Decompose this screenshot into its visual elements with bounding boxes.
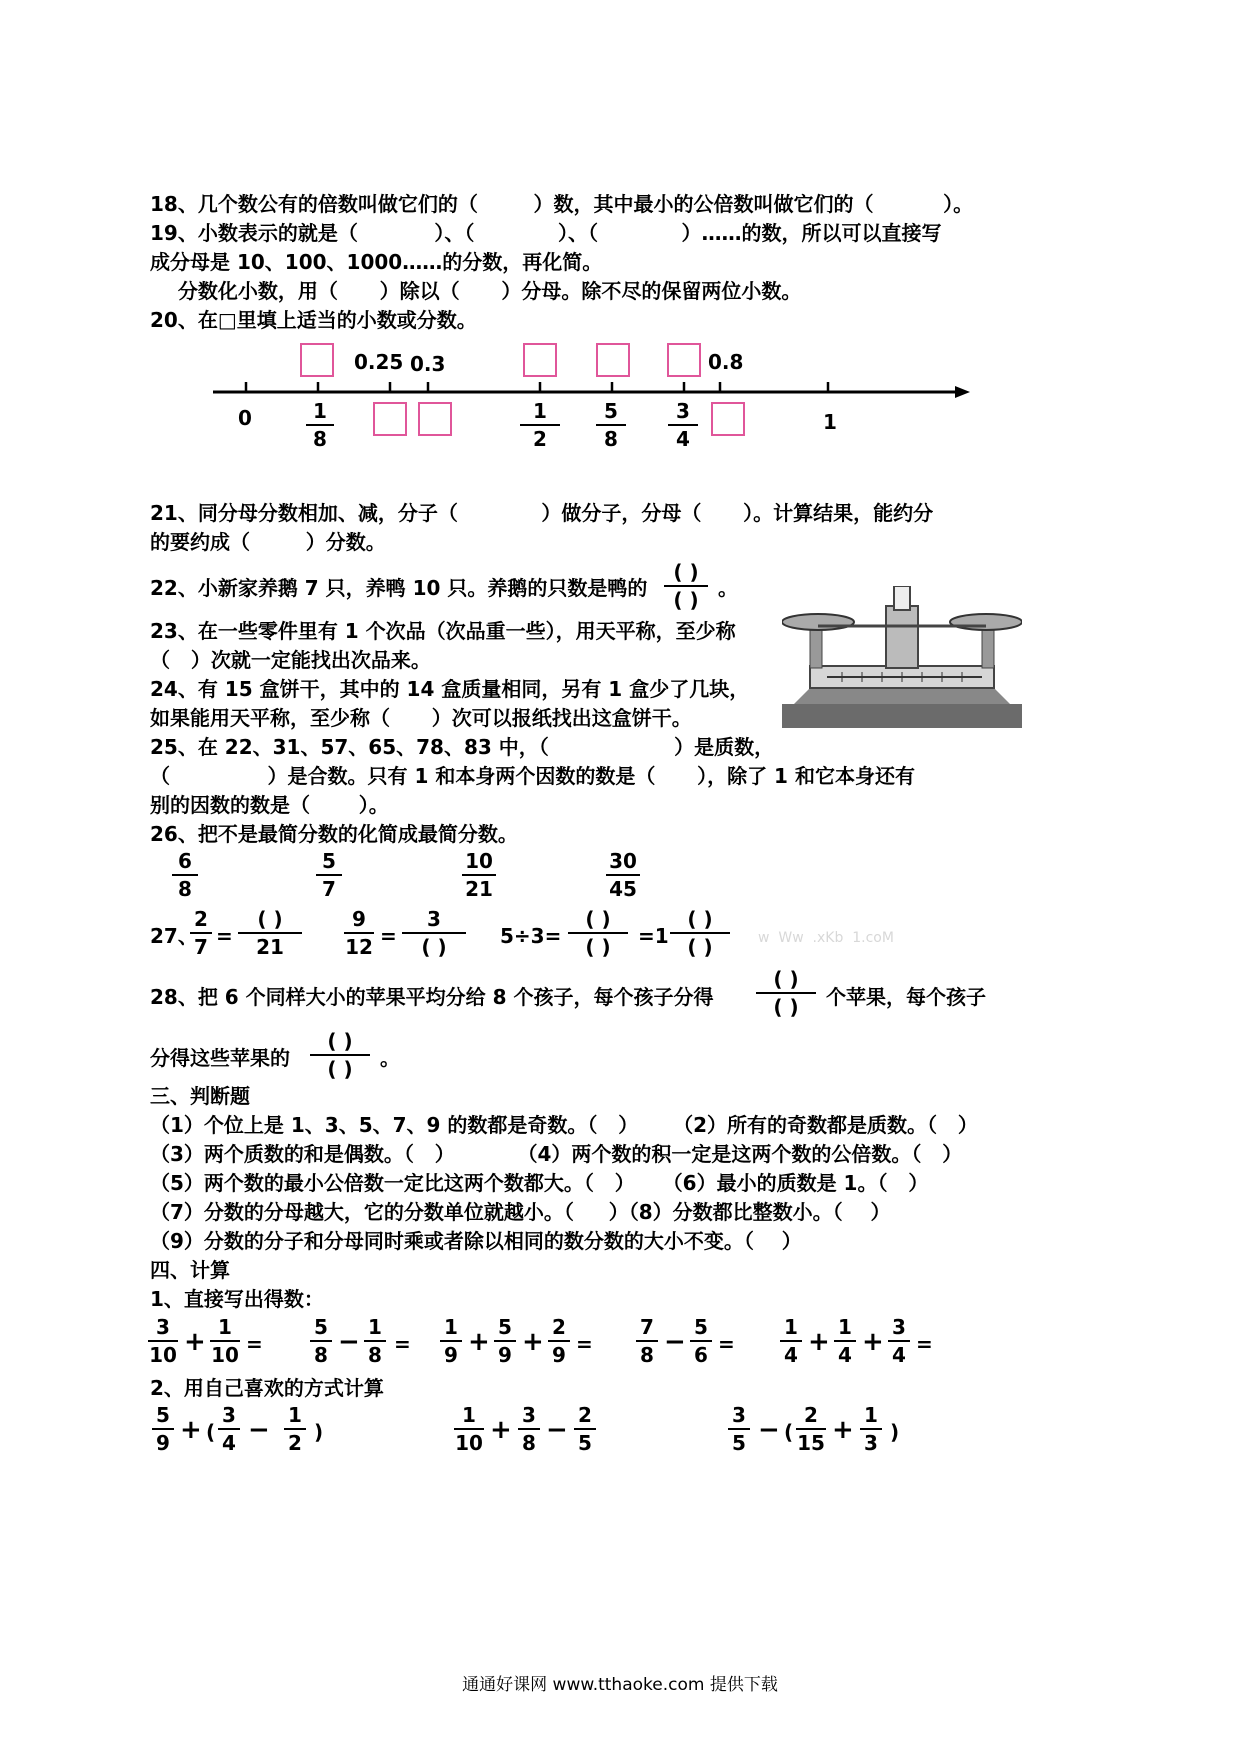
answer-box[interactable] xyxy=(523,343,557,377)
section-4-title: 四、计算 xyxy=(150,1258,230,1282)
equals-sign: = xyxy=(246,1332,263,1356)
question-25-line3: 别的因数的数是（ ）。 xyxy=(150,793,389,817)
equals-sign: = xyxy=(916,1332,933,1356)
judge-item: （3）两个质数的和是偶数。（ ） （4）两个数的积一定是这两个数的公倍数。（ ） xyxy=(150,1142,963,1166)
calc-1-title: 1、直接写出得数： xyxy=(150,1287,324,1311)
fraction: 2 15 xyxy=(797,1403,825,1455)
blank-fraction: ( ) ( ) xyxy=(670,908,730,958)
judge-item: （7）分数的分母越大，它的分数单位就越小。（ ）（8）分数都比整数小。（ ） xyxy=(150,1200,891,1224)
equals-sign: = xyxy=(718,1332,735,1356)
fraction: 3 10 xyxy=(149,1315,177,1367)
period: 。 xyxy=(380,1046,400,1070)
left-paren: ( xyxy=(206,1420,216,1444)
label-zero: 0 xyxy=(238,406,252,430)
blank-fraction: ( ) ( ) xyxy=(664,561,708,611)
minus-sign: − xyxy=(248,1415,270,1445)
right-paren: ) xyxy=(314,1420,324,1444)
fraction: 5 9 xyxy=(494,1316,516,1366)
answer-box[interactable] xyxy=(711,402,745,436)
question-19-line3: 分数化小数，用（ ）除以（ ）分母。除不尽的保留两位小数。 xyxy=(150,279,802,303)
calc-2-title: 2、用自己喜欢的方式计算 xyxy=(150,1376,384,1400)
judge-item: （1）个位上是 1、3、5、7、9 的数都是奇数。（ ） （2）所有的奇数都是质数。（ ） xyxy=(150,1113,978,1137)
fraction: 1 9 xyxy=(440,1316,462,1366)
minus-sign: − xyxy=(758,1415,780,1445)
plus-sign: + xyxy=(862,1327,884,1357)
blank-fraction: ( ) ( ) xyxy=(568,908,628,958)
plus-sign: + xyxy=(808,1327,830,1357)
question-27-prefix: 27、 xyxy=(150,924,198,948)
minus-sign: − xyxy=(546,1415,568,1445)
question-21-line1: 21、同分母分数相加、减，分子（ ）做分子，分母（ ）。计算结果，能约分 xyxy=(150,501,934,525)
fraction: 1 10 xyxy=(211,1315,239,1367)
answer-box[interactable] xyxy=(300,343,334,377)
footer-source: 通通好课网 www.tthaoke.com 提供下载 xyxy=(462,1675,778,1695)
fraction-3-4: 3 4 xyxy=(668,400,698,450)
question-24-line1: 24、有 15 盒饼干，其中的 14 盒质量相同，另有 1 盒少了几块， xyxy=(150,677,750,701)
label-0-25: 0.25 xyxy=(354,350,404,374)
plus-sign: + xyxy=(490,1415,512,1445)
label-0-8: 0.8 xyxy=(708,350,744,374)
fraction-5-7: 5 7 xyxy=(316,850,342,900)
question-28-line1: 28、把 6 个同样大小的苹果平均分给 8 个孩子，每个孩子分得 xyxy=(150,985,714,1009)
fraction: 1 4 xyxy=(834,1316,856,1366)
judge-item: （5）两个数的最小公倍数一定比这两个数都大。（ ） （6）最小的质数是 1。（ ） xyxy=(150,1171,929,1195)
fraction: 5 6 xyxy=(690,1316,712,1366)
fraction: 1 8 xyxy=(364,1316,386,1366)
watermark: w Ww .xKb 1.coM xyxy=(758,930,894,946)
question-22: 22、小新家养鹅 7 只，养鸭 10 只。养鹅的只数是鸭的 xyxy=(150,576,648,600)
fraction: 3 5 xyxy=(728,1404,750,1454)
plus-sign: + xyxy=(522,1327,544,1357)
fraction: 1 10 xyxy=(455,1403,483,1455)
fraction: 2 9 xyxy=(548,1316,570,1366)
question-25-line1: 25、在 22、31、57、65、78、83 中，（ ）是质数， xyxy=(150,735,775,759)
answer-box[interactable] xyxy=(418,402,452,436)
question-26: 26、把不是最简分数的化简成最简分数。 xyxy=(150,822,518,846)
equals-sign: = xyxy=(216,924,233,948)
fraction-10-21: 10 21 xyxy=(462,850,496,900)
plus-sign: + xyxy=(832,1415,854,1445)
plus-sign: + xyxy=(180,1415,202,1445)
label-0-3: 0.3 xyxy=(410,352,446,376)
minus-sign: − xyxy=(664,1327,686,1357)
question-24-line2: 如果能用天平称，至少称（ ）次可以报纸找出这盒饼干。 xyxy=(150,706,692,730)
question-18: 18、几个数公有的倍数叫做它们的（ ）数，其中最小的公倍数叫做它们的（ ）。 xyxy=(150,192,974,216)
right-paren: ) xyxy=(890,1420,900,1444)
question-19-line1: 19、小数表示的就是（ ）、（ ）、（ ）……的数，所以可以直接写 xyxy=(150,221,942,245)
blank-fraction: ( ) ( ) xyxy=(310,1030,370,1080)
judge-item: （9）分数的分子和分母同时乘或者除以相同的数分数的大小不变。（ ） xyxy=(150,1229,802,1253)
fraction: 3 4 xyxy=(218,1404,240,1454)
division-expression: 5÷3= xyxy=(500,924,562,948)
fraction-blank-21: ( ) 21 xyxy=(238,908,302,958)
equals-one: =1 xyxy=(638,924,669,948)
section-3-title: 三、判断题 xyxy=(150,1084,250,1108)
fraction-30-45: 30 45 xyxy=(606,850,640,900)
question-23-line2: （ ）次就一定能找出次品来。 xyxy=(150,648,431,672)
question-21-line2: 的要约成（ ）分数。 xyxy=(150,530,386,554)
question-28-line1-end: 个苹果，每个孩子 xyxy=(826,985,986,1009)
balance-scale-image xyxy=(782,586,1022,731)
answer-box[interactable] xyxy=(596,343,630,377)
fraction: 3 4 xyxy=(888,1316,910,1366)
fraction: 5 8 xyxy=(310,1316,332,1366)
question-28-line2: 分得这些苹果的 xyxy=(150,1046,290,1070)
plus-sign: + xyxy=(468,1327,490,1357)
plus-sign: + xyxy=(184,1327,206,1357)
period: 。 xyxy=(718,576,738,600)
fraction: 1 3 xyxy=(860,1404,882,1454)
fraction-3-blank: 3 ( ) xyxy=(402,908,466,958)
fraction-9-12: 9 12 xyxy=(345,907,373,959)
question-23-line1: 23、在一些零件里有 1 个次品（次品重一些），用天平称，至少称 xyxy=(150,619,736,643)
fraction-6-8: 6 8 xyxy=(172,850,198,900)
minus-sign: − xyxy=(338,1327,360,1357)
question-25-line2: （ ）是合数。只有 1 和本身两个因数的数是（ ），除了 1 和它本身还有 xyxy=(150,764,915,788)
answer-box[interactable] xyxy=(667,343,701,377)
fraction-5-8: 5 8 xyxy=(596,400,626,450)
fraction: 1 4 xyxy=(780,1316,802,1366)
fraction-1-2: 1 2 xyxy=(520,400,560,450)
fraction-2-7: 2 7 xyxy=(190,908,212,958)
label-one: 1 xyxy=(823,410,837,434)
blank-fraction: ( ) ( ) xyxy=(756,968,816,1018)
fraction: 2 5 xyxy=(574,1404,596,1454)
question-19-line2: 成分母是 10、100、1000……的分数，再化简。 xyxy=(150,250,603,274)
equals-sign: = xyxy=(576,1332,593,1356)
left-paren: ( xyxy=(784,1420,794,1444)
question-20: 20、在□里填上适当的小数或分数。 xyxy=(150,308,477,332)
equals-sign: = xyxy=(394,1332,411,1356)
answer-box[interactable] xyxy=(373,402,407,436)
fraction-1-8: 1 8 xyxy=(306,400,334,450)
fraction: 1 2 xyxy=(284,1404,306,1454)
fraction: 7 8 xyxy=(636,1316,658,1366)
fraction: 5 9 xyxy=(152,1404,174,1454)
equals-sign: = xyxy=(380,924,397,948)
fraction: 3 8 xyxy=(518,1404,540,1454)
